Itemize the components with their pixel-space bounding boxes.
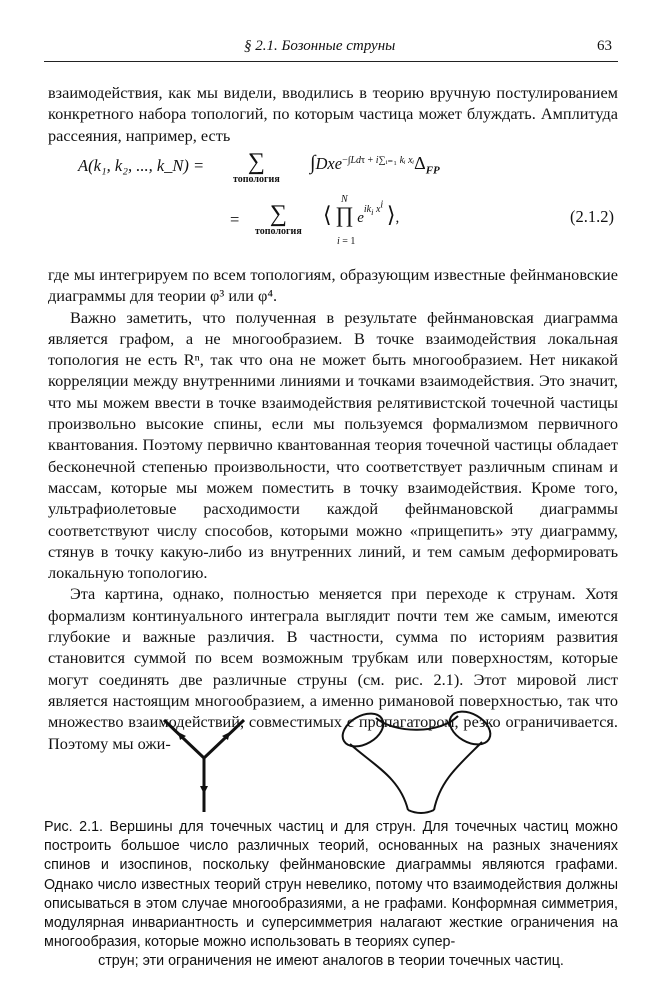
tube-outer-left [350,744,408,810]
paragraph-3: Эта картина, однако, полностью меняется при переходе к струнам. Хотя формализм континуального интеграла выглядит почти тем же самым, имеются глубокие и важные различия. В частности, сумма по историям развития становится суммой по всем возможным трубкам или поверхностям, которые могут соединять две различные струны (см. рис. 2.1). Этот мировой лист является настоящим многообразием, а именно римановой поверхностью, так что множество взаимодействий, совместимых с пропагатором, резко ограничивается. Поэтому мы ожи- [48,584,618,753]
header-rule [44,61,618,62]
equation-rhs: N ⟨ ∏ $e^{ik_i x^i}$ ⟩, i = 1 [323,194,400,247]
string-vertex [337,705,496,813]
sum-label-1: топология [233,174,280,185]
caption-last-line: струн; эти ограничения не имеют аналогов в теории точечных частиц. [98,953,564,970]
point-particle-vertex [164,720,244,812]
equation-number: (2.1.2) [570,207,614,226]
equation-lhs: A(k₁, k₂, ..., k_N) = [78,156,205,175]
vertex-line-right [204,720,244,758]
tube-end-left [337,707,389,753]
intro-paragraph: взаимодействия, как мы видели, вводились в теорию вручную постулированием конкретного набора топологий, по которым частица может блуждать. Амплитуда рассеяния, например, есть [48,83,618,145]
sum-label-2: топология [255,226,302,237]
tube-bottom [408,810,434,813]
paragraph-2: Важно заметить, что полученная в результате фейнмановская диаграмма является графом, а не многообразием. В точке взаимодействия локальная топология не есть Rⁿ, так что она не может быть многообразием. Нет никакой корреляции между внутренними линиями и точками взаимодействия. Это значит, что мы можем ввести в точке взаимодействия релятивистской точечной частицы произвольно высокие спины, если мы пользуемся формализмом первичного квантования. Поэтому первично квантованная теория точечной частицы обладает бесконечной степенью произвольности, что соответствует различным спинам и массам, которые мы можем поместить в точку взаимодействия. Кроме того, ультрафиолетовые расходимости каждой фейнмановской диаграммы соответствуют числу способов, которыми можно «прищепить» эту диаграмму, стянув в точку какую-либо из внутренних линий, и тем самым деформировать локальную топологию. [48,307,618,583]
page-number: 63 [597,38,612,54]
equation-2-1-2: A(k₁, k₂, ..., k_N) = ∑ топология $\int Dxe^{-\int Ld\tau + i\sum ᵢ_{=1} kᵢ xᵢ}\Delta_{FP}$ = ∑ топология N ⟨ ∏ $e^{ik_i x^i}$ ⟩, i = 1 (2.1.2) [78,149,614,247]
vertex-line-left [164,720,204,758]
arrow-bottom [200,786,208,794]
running-header [44,38,618,60]
paragraph-1: где мы интегрируем по всем топологиям, образующим известные фейнмановские диаграммы для теории φ³ или φ⁴. [48,265,618,306]
equation-integrand: $\int Dxe^{-\int Ld\tau + i\sum ᵢ_{=1} kᵢ xᵢ}\Delta_{FP}$ [310,152,440,177]
tube-outer-right [434,742,482,810]
section-title: § 2.1. Бозонные струны [244,38,396,54]
body-text [48,264,618,754]
sum-symbol-1: ∑ топология [233,149,280,185]
figure-caption [44,818,618,972]
figure-2-1 [150,698,530,816]
tube-end-right [444,705,496,751]
caption-main: Рис. 2.1. Вершины для точечных частиц и для струн. Для точечных частиц можно построить большое число различных теорий, основанных на разных значениях спинов и изоспинов, поскольку фейнмановские диаграммы являются графами. Однако число известных теорий струн невелико, потому что взаимодействия должны описываться в этом случае многообразиями, а не графами. Конформная симметрия, модулярная инвариантность и суперсимметрия налагают жесткие ограничения на многообразия, которые можно использовать в теориях супер- [44,819,618,951]
tube-inner-crotch [376,716,458,730]
sum-symbol-2: ∑ топология [255,201,302,237]
